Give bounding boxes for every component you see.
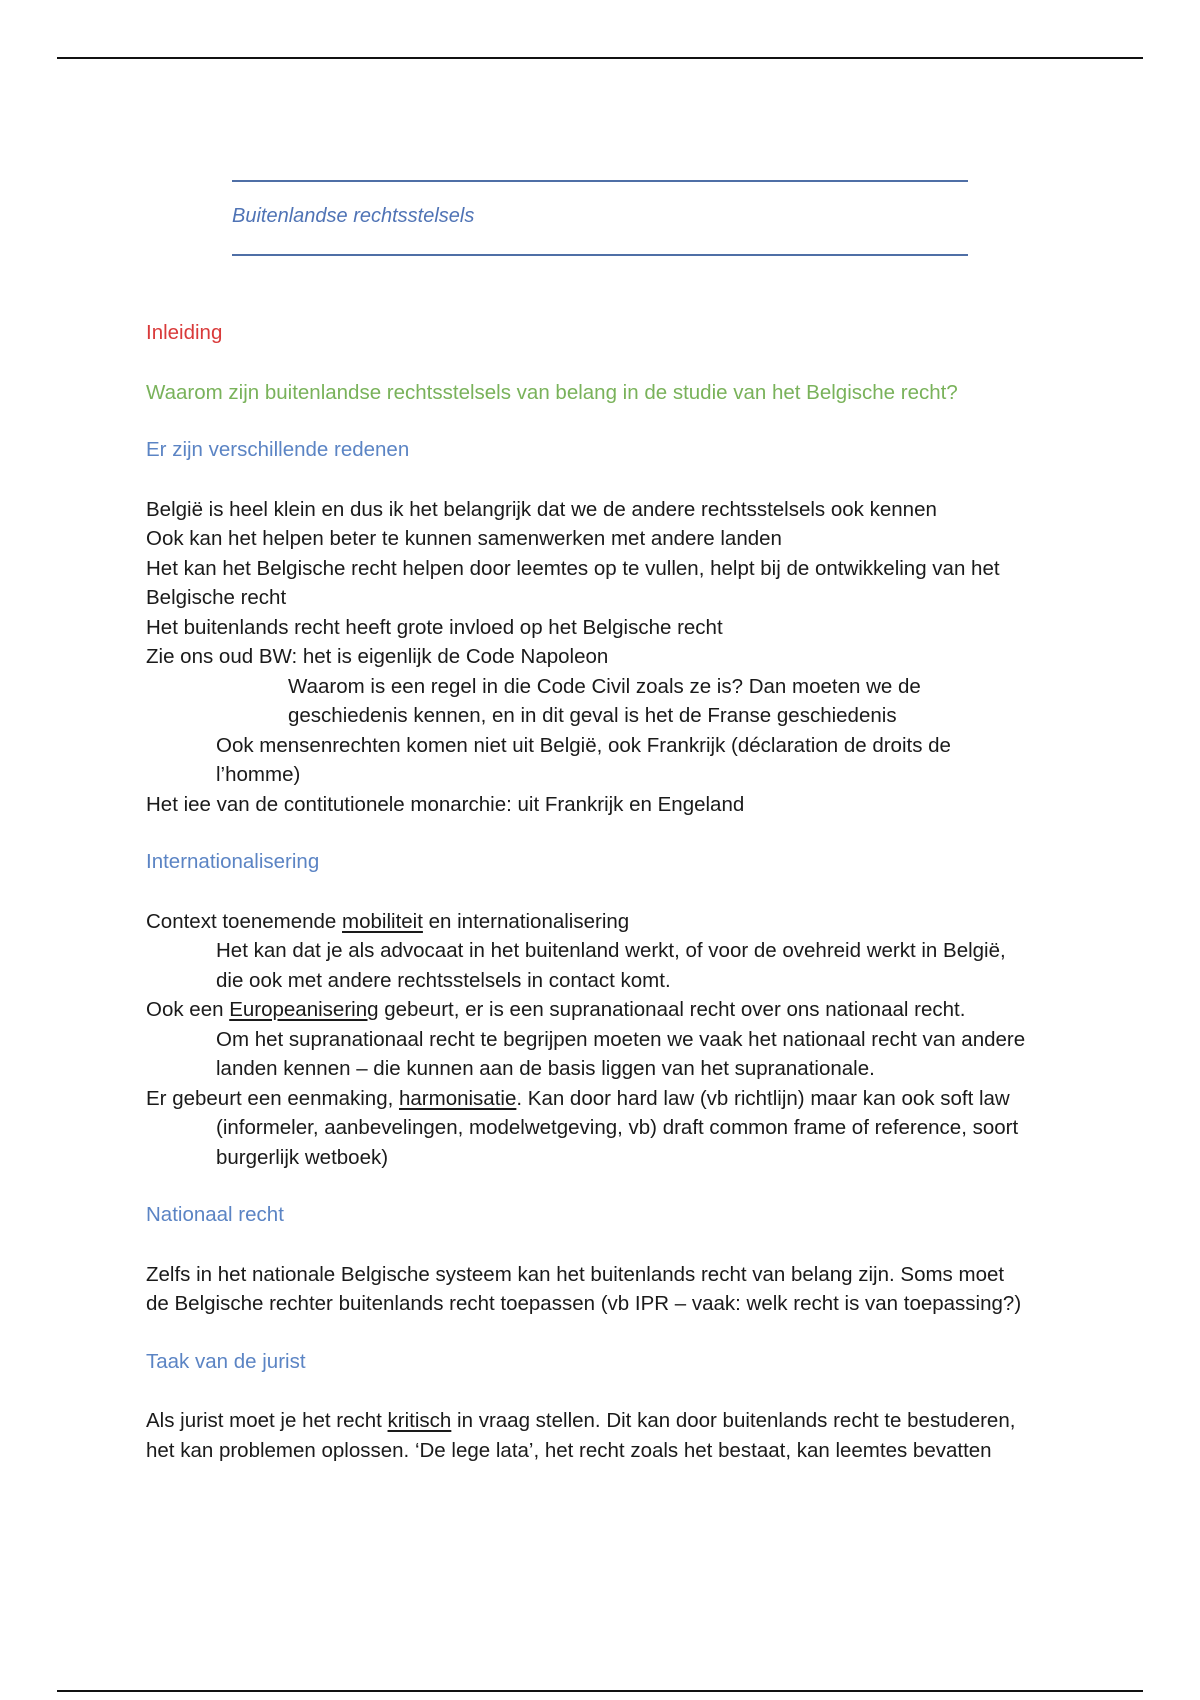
reason-subline: Waarom is een regel in die Code Civil zoals ze is? Dan moeten we de geschiedenis kennen, en in dit geval is het de Franse geschiedenis <box>288 674 921 727</box>
intro-question: Waarom zijn buitenlandse rechtsstelsels van belang in de studie van het Belgische recht? <box>146 380 958 404</box>
intl-subline: Het kan dat je als advocaat in het buitenland werkt, of voor de ovehreid werkt in België, die ook met andere rechtsstelsels in contact komt. <box>216 939 1006 992</box>
heading-inleiding: Inleiding <box>146 321 223 344</box>
title-rule-top <box>232 180 968 182</box>
term-harmonisatie: harmonisatie <box>399 1086 517 1110</box>
document-body <box>146 318 1066 1465</box>
reason-line: België is heel klein en dus ik het belangrijk dat we de andere rechtsstelsels ook kennen <box>146 497 937 521</box>
intl-line: Context toenemende mobiliteit en internationalisering <box>146 909 630 933</box>
heading-internationalisering: Internationalisering <box>146 850 320 873</box>
page-top-rule <box>57 57 1143 59</box>
document-title: Buitenlandse rechtsstelsels <box>232 205 475 227</box>
title-block <box>232 180 968 256</box>
heading-taak-jurist: Taak van de jurist <box>146 1349 306 1373</box>
reason-line: Zie ons oud BW: het is eigenlijk de Code Napoleon <box>146 645 609 668</box>
intl-line: Ook een Europeanisering gebeurt, er is een supranationaal recht over ons nationaal recht. <box>146 998 966 1021</box>
reason-line: Ook kan het helpen beter te kunnen samenwerken met andere landen <box>146 527 782 550</box>
reason-line: Het kan het Belgische recht helpen door leemtes op te vullen, helpt bij de ontwikkeling van het Belgische recht <box>146 556 1000 609</box>
term-kritisch: kritisch <box>387 1409 452 1432</box>
heading-reasons: Er zijn verschillende redenen <box>146 438 410 461</box>
reason-subline: Ook mensenrechten komen niet uit België, ook Frankrijk (déclaration de droits de l’homme) <box>216 733 951 786</box>
page-bottom-rule <box>57 1690 1143 1692</box>
reason-line: Het buitenlands recht heeft grote invloed op het Belgische recht <box>146 615 723 639</box>
nationaal-text: Zelfs in het nationale Belgische systeem kan het buitenlands recht van belang zijn. Soms moet de Belgische rechter buitenlands recht toepassen (vb IPR – vaak: welk recht is van toepassing?) <box>146 1262 1022 1315</box>
term-europeanisering: Europeanisering <box>229 998 379 1021</box>
title-rule-bottom <box>232 254 968 256</box>
intl-subline: Om het supranationaal recht te begrijpen moeten we vaak het nationaal recht van andere landen kennen – die kunnen aan de basis liggen van het supranationale. <box>216 1027 1026 1080</box>
heading-nationaal-recht: Nationaal recht <box>146 1203 284 1226</box>
term-mobiliteit: mobiliteit <box>342 909 423 933</box>
intl-line: Er gebeurt een eenmaking, harmonisatie. Kan door hard law (vb richtlijn) maar kan ook soft law (informeler, aanbevelingen, modelwetgeving, vb) draft common frame of reference, soort burgerlijk wetboek) <box>146 1086 1019 1169</box>
taak-text: Als jurist moet je het recht kritisch in vraag stellen. Dit kan door buitenlands recht te bestuderen, het kan problemen oplossen. ‘De lege lata’, het recht zoals het bestaat, kan leemtes bevatten <box>146 1409 1016 1462</box>
reason-line: Het iee van de contitutionele monarchie: uit Frankrijk en Engeland <box>146 792 745 816</box>
